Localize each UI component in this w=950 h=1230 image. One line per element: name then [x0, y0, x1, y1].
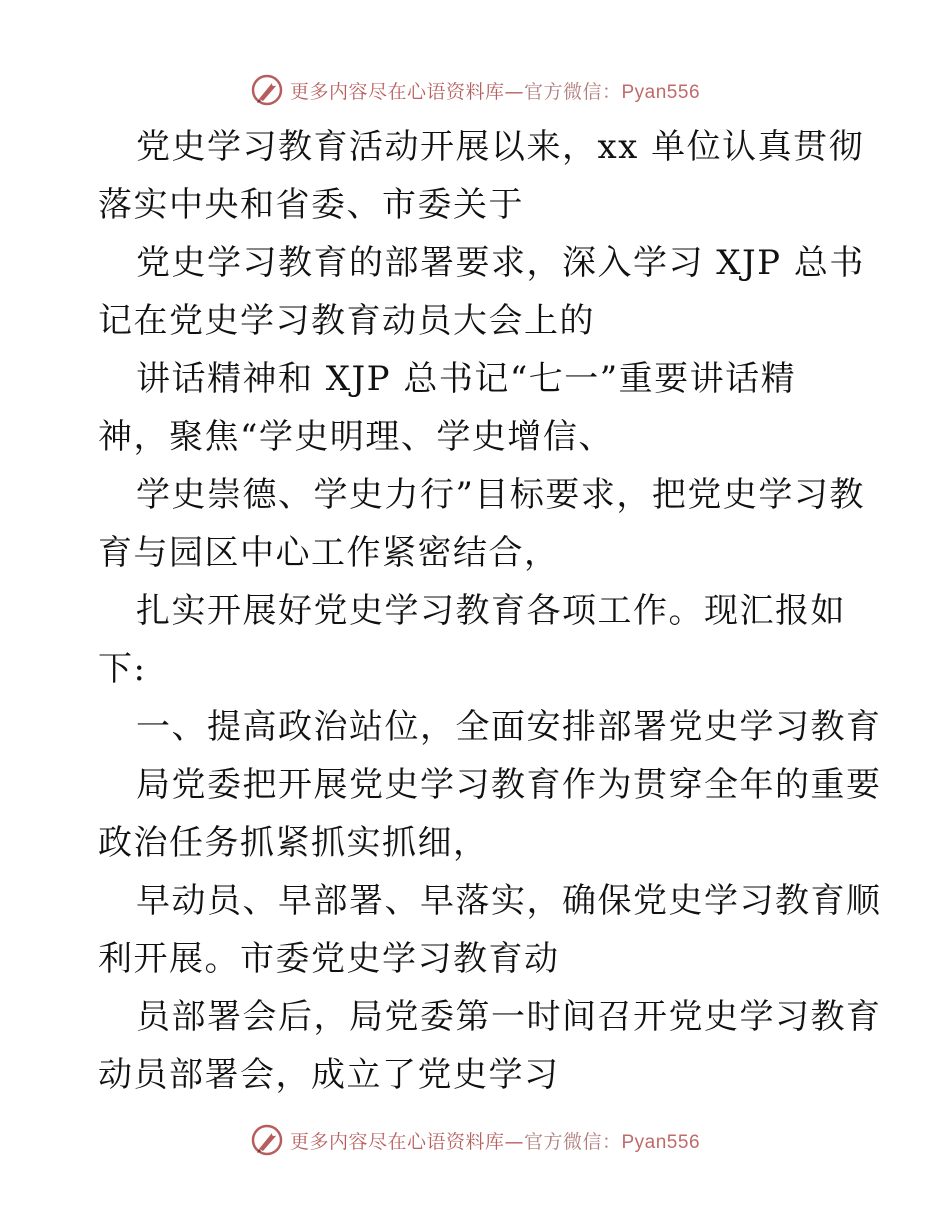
pen-logo-icon — [250, 73, 284, 107]
text-line: 政治任务抓紧抓实抓细， — [98, 823, 489, 863]
text-line: 神，聚焦“学史明理、学史增信、 — [98, 417, 614, 457]
footer-watermark — [0, 1120, 950, 1160]
pen-logo-icon — [250, 1123, 284, 1157]
text-line: 讲话精神和 XJP 总书记“七一”重要讲话精 — [136, 359, 797, 399]
text-line: 学史崇德、学史力行”目标要求，把党史学习教 — [136, 475, 865, 515]
text-line: 早动员、早部署、早落实，确保党史学习教育顺 — [136, 881, 882, 921]
section-heading: 一、提高政治站位，全面安排部署党史学习教育 — [136, 707, 882, 747]
watermark-text: 更多内容尽在心语资料库 — [289, 1130, 505, 1153]
text-line: 员部署会后，局党委第一时间召开党史学习教育 — [136, 997, 882, 1037]
text-line: 育与园区中心工作紧密结合， — [98, 533, 560, 573]
header-watermark — [0, 70, 950, 110]
text-line: 利开展。市委党史学习教育动 — [98, 939, 560, 979]
watermark-dash: — — [504, 1130, 524, 1153]
text-line: 下: — [98, 649, 147, 689]
wechat-label: 官方微信： — [523, 1130, 622, 1153]
watermark-text: 更多内容尽在心语资料库 — [289, 80, 505, 103]
text-line: 落实中央和省委、市委关于 — [98, 185, 524, 225]
wechat-id: Pyan556 — [621, 81, 701, 103]
text-line: 扎实开展好党史学习教育各项工作。现汇报如 — [136, 591, 846, 631]
wechat-label: 官方微信： — [523, 80, 622, 103]
text-line: 局党委把开展党史学习教育作为贯穿全年的重要 — [136, 765, 882, 805]
text-line: 记在党史学习教育动员大会上的 — [98, 301, 595, 341]
text-line: 党史学习教育的部署要求，深入学习 XJP 总书 — [136, 243, 865, 283]
document-body — [98, 118, 882, 1104]
watermark-dash: — — [504, 80, 524, 103]
wechat-id: Pyan556 — [621, 1131, 701, 1153]
text-line: 动员部署会，成立了党史学习 — [98, 1055, 560, 1095]
text-line: 党史学习教育活动开展以来，xx 单位认真贯彻 — [136, 127, 865, 167]
